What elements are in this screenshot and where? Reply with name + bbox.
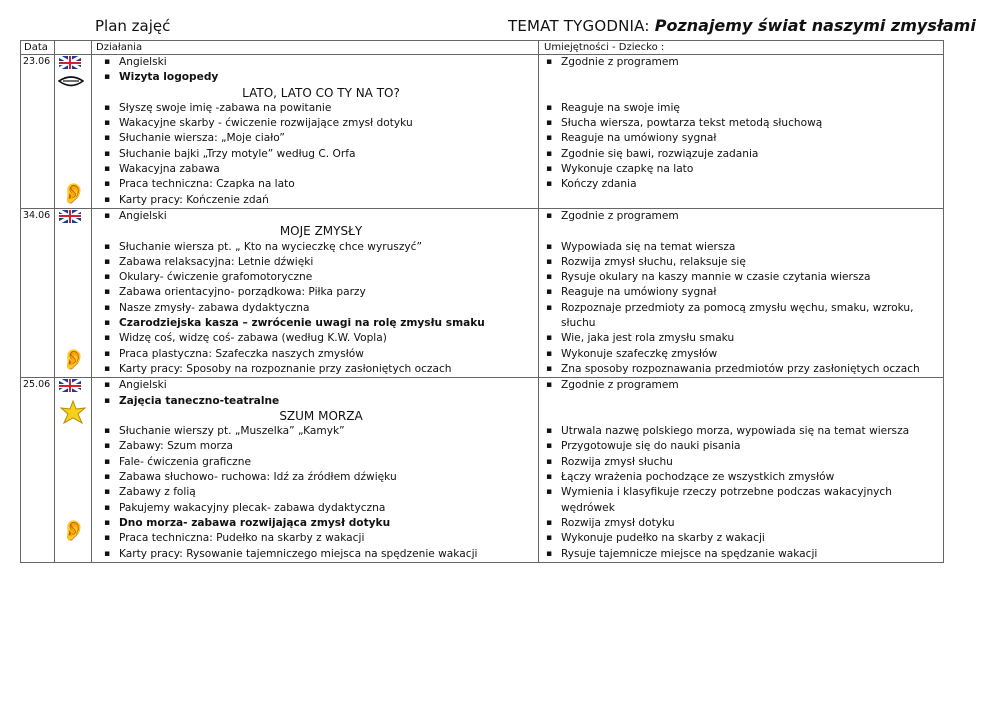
list-item: ▪ Wykonuje czapkę na lato bbox=[546, 162, 943, 177]
spacer bbox=[546, 86, 943, 101]
list-item: ▪ Słuchanie wiersza: „Moje ciało” bbox=[104, 131, 538, 146]
day-date: 34.06 bbox=[21, 208, 55, 377]
list-item: ▪ Reaguje na swoje imię bbox=[546, 101, 943, 116]
spacer bbox=[546, 394, 943, 409]
list-item: ▪ Dno morza- zabawa rozwijająca zmysł dotyku bbox=[104, 516, 538, 531]
list-item: ▪ Wypowiada się na temat wiersza bbox=[546, 240, 943, 255]
uk-flag-icon bbox=[59, 379, 81, 392]
list-item: ▪ Zgodnie się bawi, rozwiązuje zadania bbox=[546, 147, 943, 162]
list-item: ▪ Zajęcia taneczno-teatralne bbox=[104, 394, 538, 409]
table-row bbox=[21, 55, 944, 209]
mouth-icon bbox=[58, 75, 84, 89]
list-item: ▪ Karty pracy: Rysowanie tajemniczego miejsca na spędzenie wakacji bbox=[104, 547, 538, 562]
table-row bbox=[21, 208, 944, 377]
activities-cell bbox=[92, 378, 539, 563]
list-item: ▪ Słyszę swoje imię -zabawa na powitanie bbox=[104, 101, 538, 116]
list-item: ▪ Wymienia i klasyfikuje rzeczy potrzebne podczas wakacyjnych wędrówek bbox=[546, 485, 943, 516]
list-item: ▪ Karty pracy: Kończenie zdań bbox=[104, 193, 538, 208]
list-item: ▪ Praca techniczna: Czapka na lato bbox=[104, 177, 538, 192]
ear-icon: 👂 bbox=[61, 181, 86, 205]
list-item: ▪ Praca techniczna: Pudełko na skarby z wakacji bbox=[104, 531, 538, 546]
list-item: ▪ Zabawy z folią bbox=[104, 485, 538, 500]
list-item: ▪ Słuchanie bajki „Trzy motyle” według C. Orfa bbox=[104, 147, 538, 162]
lesson-plan-table bbox=[20, 40, 944, 563]
activities-cell bbox=[92, 208, 539, 377]
day-icons bbox=[55, 55, 92, 209]
list-item: ▪ Czarodziejska kasza – zwrócenie uwagi na rolę zmysłu smaku bbox=[104, 316, 538, 331]
week-theme bbox=[508, 16, 976, 35]
topic-heading: MOJE ZMYSŁY bbox=[279, 224, 363, 239]
day-icons bbox=[55, 208, 92, 377]
list-item: ▪ Zabawa orientacyjno- porządkowa: Piłka parzy bbox=[104, 285, 538, 300]
list-item: ▪ Wykonuje pudełko na skarby z wakacji bbox=[546, 531, 943, 546]
list-item: ▪ Angielski bbox=[104, 378, 538, 393]
list-item: ▪ Reaguje na umówiony sygnał bbox=[546, 285, 943, 300]
list-item: ▪ Zgodnie z programem bbox=[546, 209, 943, 224]
list-item: ▪ Zabawa słuchowo- ruchowa: Idź za źródłem dźwięku bbox=[104, 470, 538, 485]
col-icon-header bbox=[55, 41, 92, 55]
list-item: ▪ Karty pracy: Sposoby na rozpoznanie przy zasłoniętych oczach bbox=[104, 362, 538, 377]
col-date-header: Data bbox=[21, 41, 55, 55]
list-item: ▪ Widzę coś, widzę coś- zabawa (według K.W. Vopla) bbox=[104, 331, 538, 346]
plan-title: Plan zajęć bbox=[95, 17, 171, 35]
topic-heading: SZUM MORZA bbox=[279, 408, 363, 423]
list-item: ▪ Rysuje okulary na kaszy mannie w czasie czytania wiersza bbox=[546, 270, 943, 285]
list-item: ▪ Zabawa relaksacyjna: Letnie dźwięki bbox=[104, 255, 538, 270]
spacer bbox=[546, 409, 943, 424]
day-date: 25.06 bbox=[21, 378, 55, 563]
col-skills-header: Umiejętności - Dziecko : bbox=[539, 41, 944, 55]
table-row bbox=[21, 378, 944, 563]
list-item: ▪ Okulary- ćwiczenie grafomotoryczne bbox=[104, 270, 538, 285]
col-activities-header: Działania bbox=[92, 41, 539, 55]
list-item: ▪ Rozwija zmysł słuchu bbox=[546, 455, 943, 470]
skills-cell bbox=[539, 208, 944, 377]
list-item: ▪ Utrwala nazwę polskiego morza, wypowiada się na temat wiersza bbox=[546, 424, 943, 439]
list-item: ▪ Reaguje na umówiony sygnał bbox=[546, 131, 943, 146]
day-date: 23.06 bbox=[21, 55, 55, 209]
list-item: ▪ Słucha wiersza, powtarza tekst metodą słuchową bbox=[546, 116, 943, 131]
list-item: ▪ Wakacyjna zabawa bbox=[104, 162, 538, 177]
uk-flag-icon bbox=[59, 210, 81, 223]
list-item: ▪ Wizyta logopedy bbox=[104, 70, 538, 85]
list-item: ▪ Wakacyjne skarby - ćwiczenie rozwijające zmysł dotyku bbox=[104, 116, 538, 131]
list-item: ▪ Rysuje tajemnicze miejsce na spędzanie wakacji bbox=[546, 547, 943, 562]
uk-flag-icon bbox=[59, 56, 81, 69]
list-item: ▪ Rozwija zmysł dotyku bbox=[546, 516, 943, 531]
list-item: ▪ Wie, jaka jest rola zmysłu smaku bbox=[546, 331, 943, 346]
list-item: ▪ Przygotowuje się do nauki pisania bbox=[546, 439, 943, 454]
list-item: ▪ Słuchanie wierszy pt. „Muszelka” „Kamyk” bbox=[104, 424, 538, 439]
list-item: ▪ Angielski bbox=[104, 209, 538, 224]
list-item: ▪ Praca plastyczna: Szafeczka naszych zmysłów bbox=[104, 347, 538, 362]
skills-cell bbox=[539, 55, 944, 209]
spacer bbox=[546, 70, 943, 85]
ear-icon: 👂 bbox=[61, 518, 86, 543]
topic-heading: LATO, LATO CO TY NA TO? bbox=[242, 85, 400, 100]
spacer bbox=[546, 224, 943, 239]
star-icon bbox=[60, 400, 86, 426]
list-item: ▪ Słuchanie wiersza pt. „ Kto na wycieczkę chce wyruszyć” bbox=[104, 240, 538, 255]
list-item: ▪ Angielski bbox=[104, 55, 538, 70]
table-header-row bbox=[21, 41, 944, 55]
ear-icon: 👂 bbox=[61, 346, 86, 371]
list-item: ▪ Fale- ćwiczenia graficzne bbox=[104, 455, 538, 470]
activities-cell bbox=[92, 55, 539, 209]
list-item: ▪ Zabawy: Szum morza bbox=[104, 439, 538, 454]
list-item: ▪ Rozwija zmysł słuchu, relaksuje się bbox=[546, 255, 943, 270]
list-item: ▪ Rozpoznaje przedmioty za pomocą zmysłu węchu, smaku, wzroku, słuchu bbox=[546, 301, 943, 332]
list-item: ▪ Pakujemy wakacyjny plecak- zabawa dydaktyczna bbox=[104, 501, 538, 516]
day-icons bbox=[55, 378, 92, 563]
list-item: ▪ Kończy zdania bbox=[546, 177, 943, 192]
list-item: ▪ Łączy wrażenia pochodzące ze wszystkich zmysłów bbox=[546, 470, 943, 485]
list-item: ▪ Zna sposoby rozpoznawania przedmiotów przy zasłoniętych oczach bbox=[546, 362, 943, 377]
skills-cell bbox=[539, 378, 944, 563]
list-item: ▪ Nasze zmysły- zabawa dydaktyczna bbox=[104, 301, 538, 316]
theme-title: Poznajemy świat naszymi zmysłami bbox=[654, 16, 976, 35]
list-item: ▪ Zgodnie z programem bbox=[546, 55, 943, 70]
list-item: ▪ Zgodnie z programem bbox=[546, 378, 943, 393]
list-item: ▪ Wykonuje szafeczkę zmysłów bbox=[546, 347, 943, 362]
theme-label: TEMAT TYGODNIA: bbox=[508, 17, 650, 35]
